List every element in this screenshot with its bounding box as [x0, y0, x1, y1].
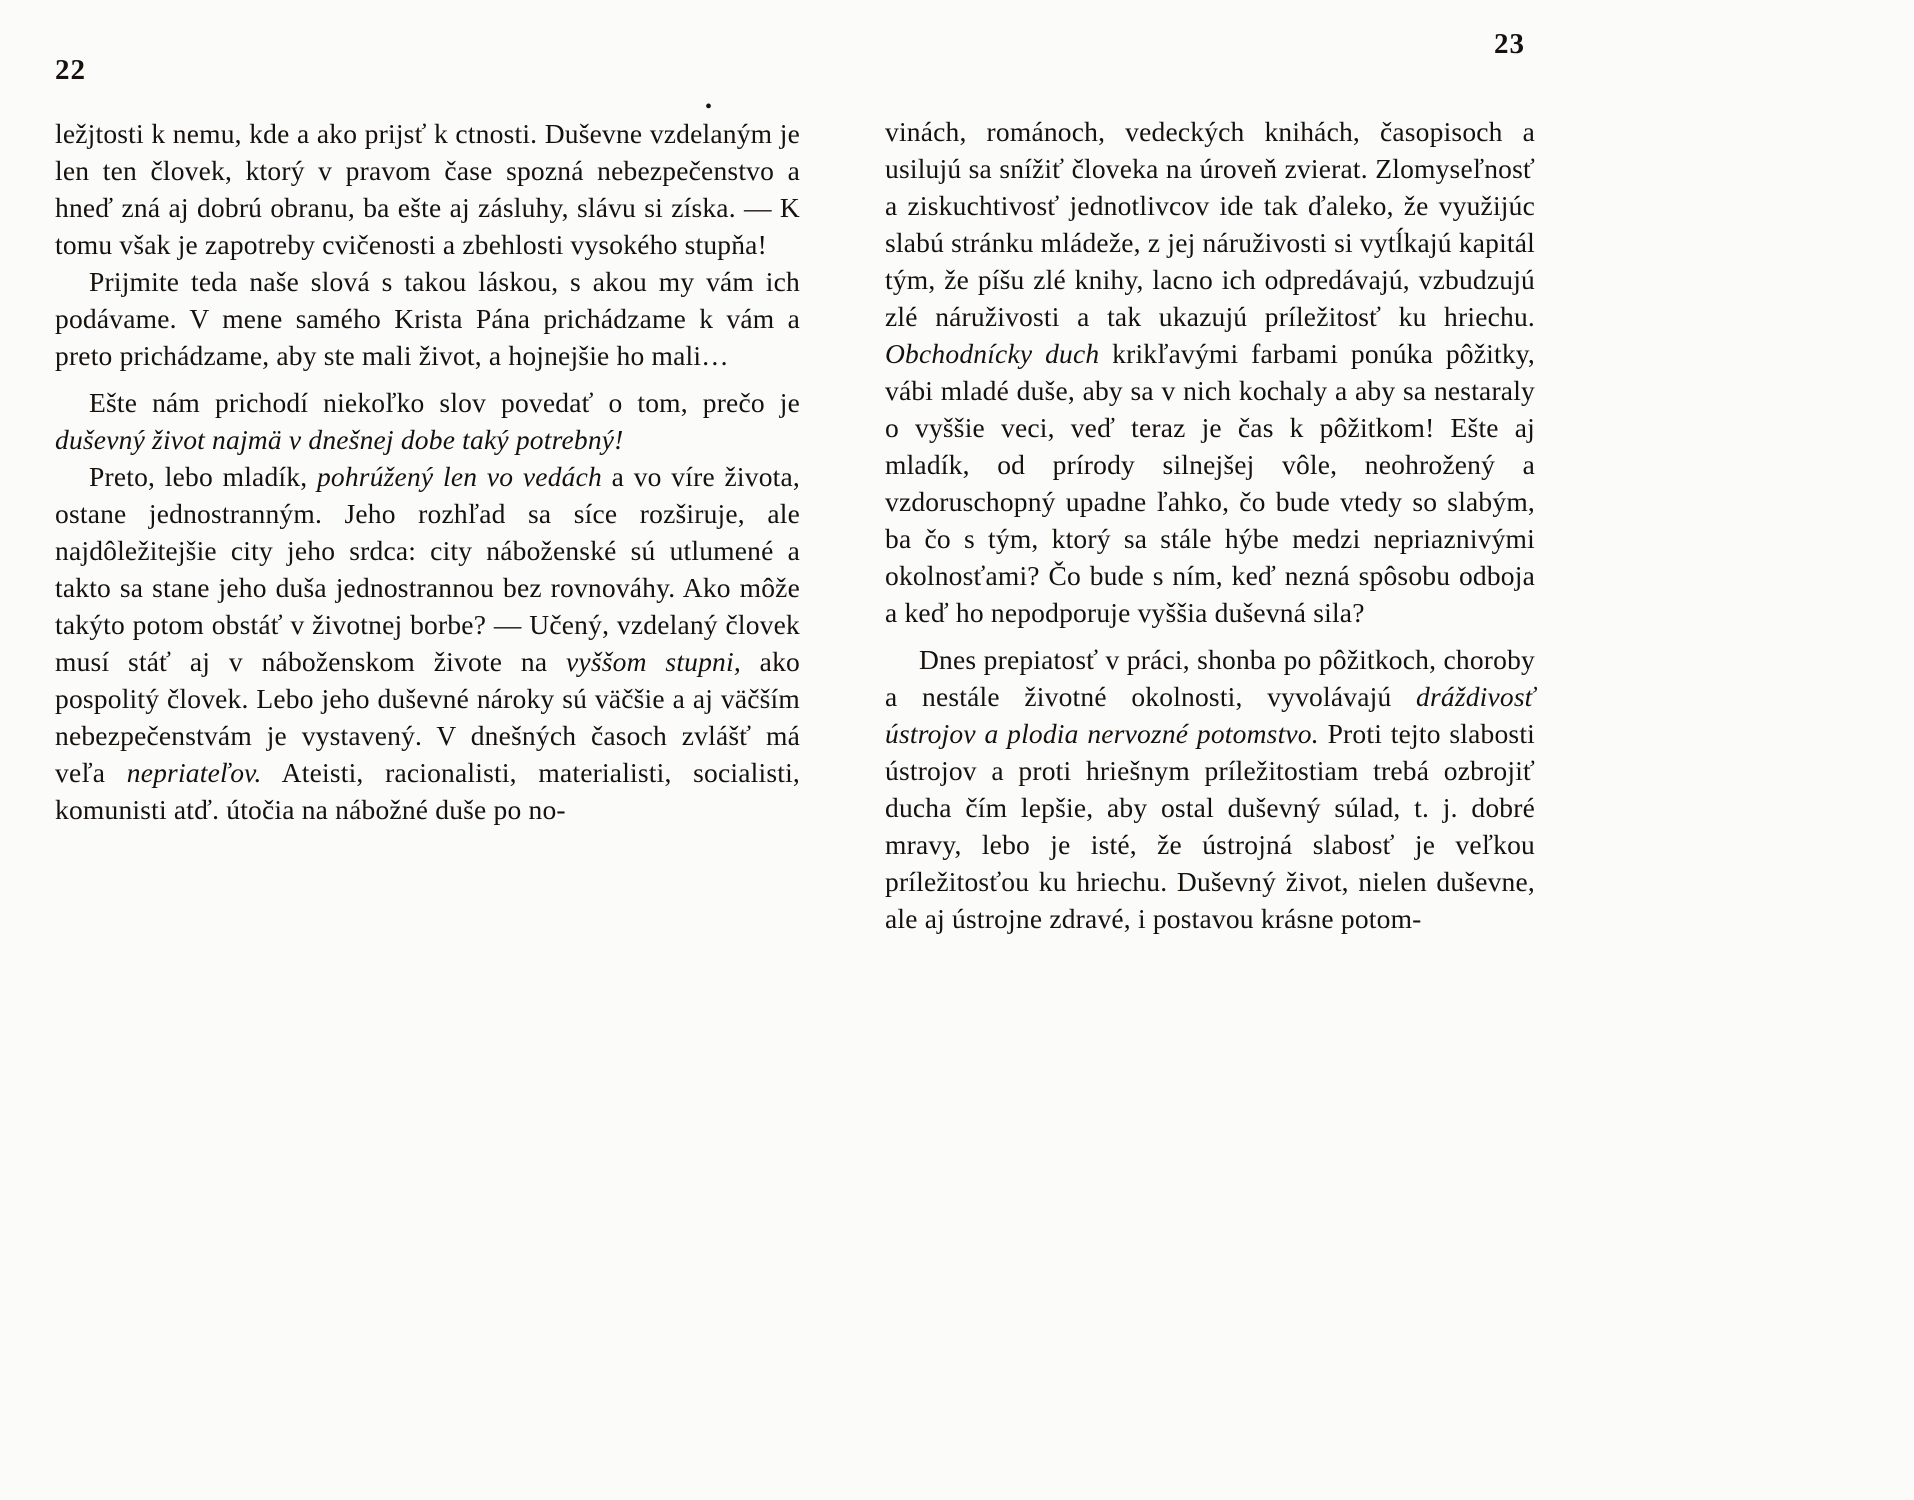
- left-text-column: [55, 115, 800, 828]
- italic-text: vyššom stupni,: [566, 646, 741, 677]
- ink-dot-mark: •: [705, 96, 713, 118]
- body-text: ležjtosti k nemu, kde a ako prijsť k ctnosti. Duševne vzdelaným je len ten človek, ktorý v pravom čase spozná nebezpečenstvo a hneď zná aj dobrú obranu, ba ešte aj zásluhy, slávu si získa. — K tomu však je zapotreby cvičenosti a zbehlosti vysokého stupňa!: [55, 118, 800, 260]
- paragraph: [55, 458, 800, 828]
- body-text: ako pospolitý človek. Lebo jeho duševné nároky sú väčšie a aj väčším nebezpečenstvám je vystavený. V dnešných časoch zvlášť má veľa: [55, 646, 800, 788]
- body-text: krikľavými farbami ponúka pôžitky, vábi mladé duše, aby sa v nich kochaly a aby sa nestaraly o vyššie veci, veď teraz je čas k pôžitkom! Ešte aj mladík, od prírody silnejšej vôle, neohrožený a vzdoruschopný upadne ľahko, čo bude vtedy so slabým, ba čo s tým, ktorý sa stále hýbe medzi nepriaznivými okolnosťami? Čo bude s ním, keď nezná spôsobu odboja a keď ho nepodporuje vyššia duševná sila?: [885, 338, 1536, 628]
- paragraph: [885, 641, 1535, 937]
- italic-text: duševný život najmä v dnešnej dobe taký potrebný!: [55, 424, 624, 455]
- page-number-right: 23: [1494, 28, 1525, 60]
- page-left: [0, 0, 800, 1500]
- body-text: Preto, lebo mladík,: [89, 461, 317, 492]
- page-right: [800, 0, 1914, 1500]
- right-text-column: [885, 113, 1535, 937]
- italic-text: dráždivosť ústrojov a plodia nervozné potomstvo.: [885, 681, 1535, 749]
- page-number-left: 22: [55, 54, 86, 86]
- body-text: vinách, románoch, vedeckých knihách, časopisoch a usilujú sa snížiť človeka na úroveň zvierat. Zlomyseľnosť a ziskuchtivosť jednotlivcov ide tak ďaleko, že využijúc slabú stránku mládeže, z jej náruživosti si vytĺkajú kapitál tým, že píšu zlé knihy, lacno ich odpredávajú, vzbudzujú zlé náruživosti a tak ukazujú príležitosť ku hriechu.: [885, 116, 1535, 332]
- body-text: a vo víre života, ostane jednostranným. Jeho rozhľad sa síce rozširuje, ale najdôležitejšie city jeho srdca: city náboženské sú utlumené a takto sa stane jeho duša jednostrannou bez rovnováhy. Ako môže takýto potom obstáť v životnej borbe? — Učený, vzdelaný človek musí stáť aj v náboženskom živote na: [55, 461, 800, 677]
- italic-text: nepriateľov.: [126, 757, 262, 788]
- body-text: Dnes prepiatosť v práci, shonba po pôžitkoch, choroby a nestále životné okolnosti, vyvolávajú: [885, 644, 1535, 712]
- body-text: Ešte nám prichodí niekoľko slov povedať o tom, prečo je: [89, 387, 800, 418]
- body-text: Prijmite teda naše slová s takou láskou, s akou my vám ich podávame. V mene samého Krista Pána prichádzame k vám a preto prichádzame, aby ste mali život, a hojnejšie ho mali…: [55, 266, 800, 371]
- body-text: Proti tejto slabosti ústrojov a proti hriešnym príležitostiam trebá ozbrojiť ducha čím lepšie, aby ostal duševný súlad, t. j. dobré mravy, lebo je isté, že ústrojná slabosť je veľkou príležitosťou ku hriechu. Duševný život, nielen duševne, ale aj ústrojne zdravé, i postavou krásne potom-: [885, 718, 1536, 934]
- paragraph: [55, 263, 800, 374]
- italic-text: Obchodnícky duch: [885, 338, 1100, 369]
- paragraph: [55, 384, 800, 458]
- paragraph: [885, 113, 1535, 631]
- italic-text: pohrúžený len vo vedách: [316, 461, 602, 492]
- body-text: Ateisti, racionalisti, materialisti, socialisti, komunisti atď. útočia na nábožné duše po no-: [55, 757, 800, 825]
- paragraph: [55, 115, 800, 263]
